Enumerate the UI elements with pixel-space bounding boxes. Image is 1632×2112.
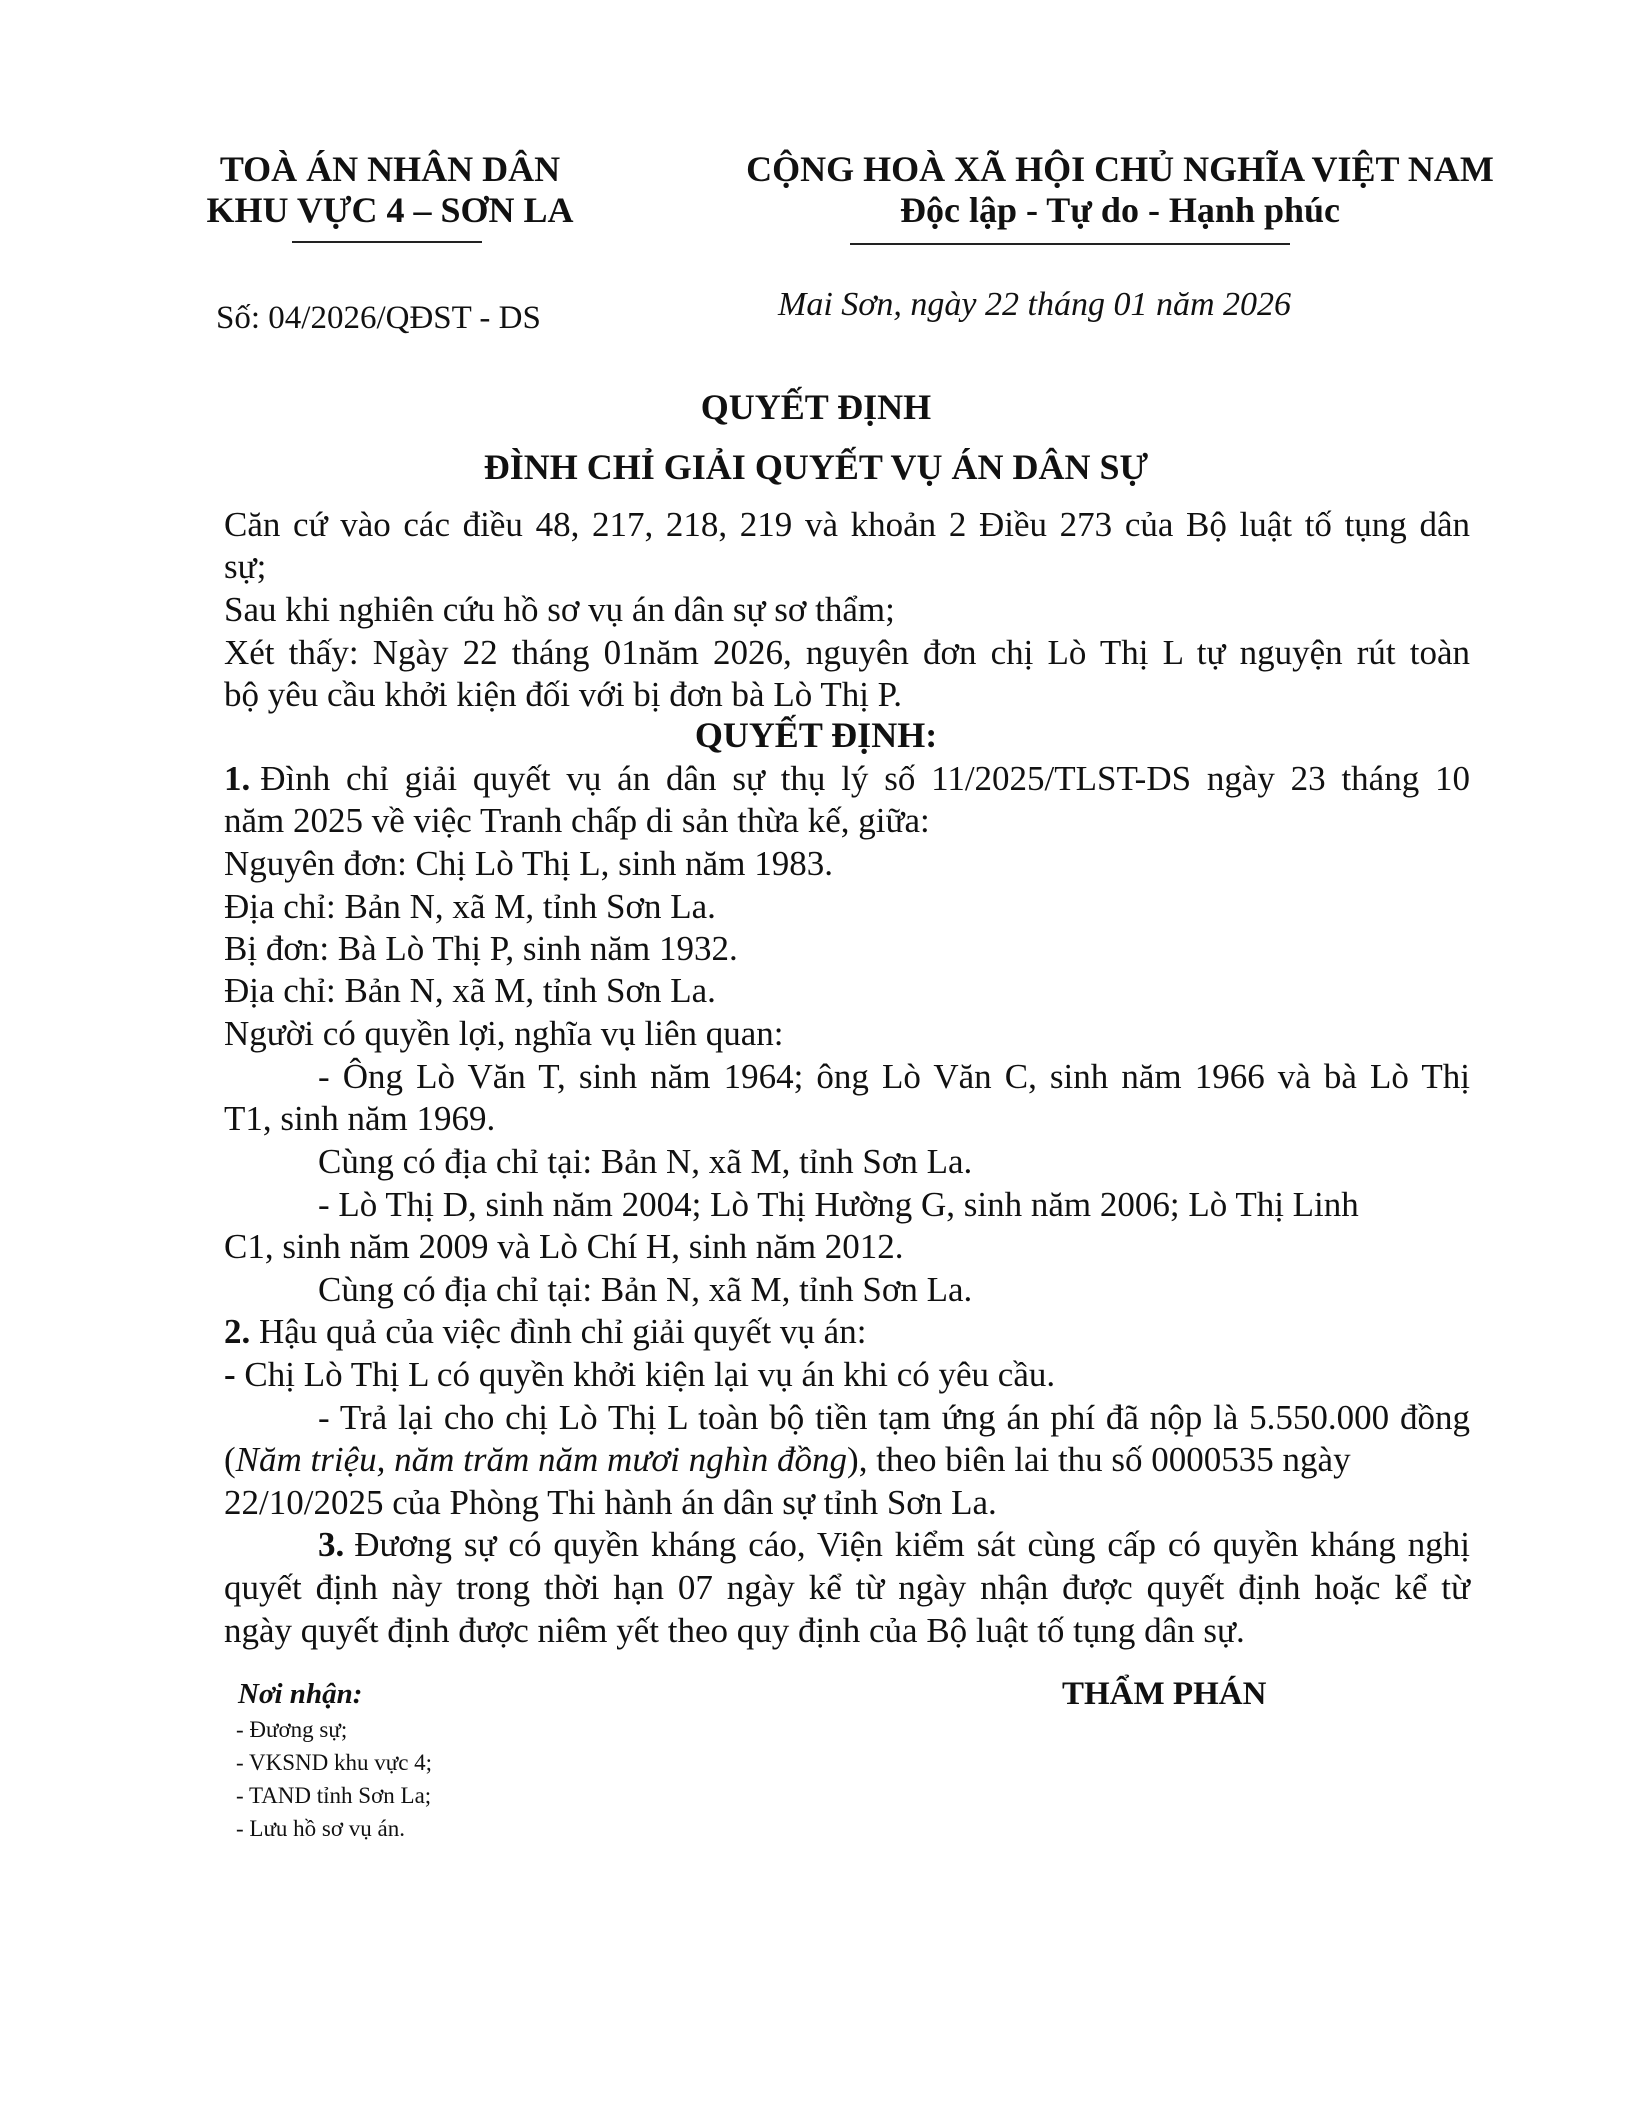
plaintiff-address: Địa chỉ: Bản N, xã M, tỉnh Sơn La. [224,887,716,926]
document-title: QUYẾT ĐỊNH [700,387,932,427]
nation-motto: Độc lập - Tự do - Hạnh phúc [899,190,1341,230]
related-group1-line2: T1, sinh năm 1969. [224,1099,496,1138]
document-subtitle: ĐÌNH CHỈ GIẢI QUYẾT VỤ ÁN DÂN SỰ [483,447,1149,487]
item1-line2: năm 2025 về việc Tranh chấp di sản thừa kế, giữa: [224,801,930,840]
item3-line2: quyết định này trong thời hạn 07 ngày kể từ ngày nhận được quyết định hoặc kể từ [224,1568,1470,1607]
item2-consequence1-text: Chị Lò Thị L có quyền khởi kiện lại vụ án khi có yêu cầu. [244,1355,1056,1394]
recipients-heading: Nơi nhận: [238,1678,363,1710]
court-underline [292,241,482,243]
related-parties-heading: Người có quyền lợi, nghĩa vụ liên quan: [224,1014,784,1053]
recipient-item: - Đương sự; [236,1717,348,1742]
amount-in-words: (Năm triệu, năm trăm năm mươi nghìn đồng), theo biên lai thu số 0000535 ngày [224,1440,1351,1479]
item2-consequence2-line2 [224,1439,1470,1481]
related-group1-line1: - Ông Lò Văn T, sinh năm 1964; ông Lò Văn C, sinh năm 1966 và bà Lò Thị [318,1057,1470,1096]
item3-text-a: Đương sự có quyền kháng cáo, Viện kiểm sát cùng cấp có quyền kháng nghị [354,1525,1470,1564]
decision-heading: QUYẾT ĐỊNH: [694,715,938,755]
item2-number: 2. [224,1312,251,1351]
item2-heading: Hậu quả của việc đình chỉ giải quyết vụ án: [259,1312,867,1351]
item3-line1 [318,1524,1470,1566]
item3-number: 3. [318,1525,345,1564]
item3-line3: ngày quyết định được niêm yết theo quy định của Bộ luật tố tụng dân sự. [224,1611,1245,1650]
consideration-line1: Xét thấy: Ngày 22 tháng 01năm 2026, nguyên đơn chị Lò Thị L tự nguyện rút toàn [224,633,1470,672]
recipient-item: - TAND tỉnh Sơn La; [236,1783,432,1808]
recipient-item: - Lưu hồ sơ vụ án. [236,1816,405,1841]
decision-number: Số: 04/2026/QĐST - DS [216,300,541,336]
motto-underline [850,243,1290,245]
related-group2-line1: - Lò Thị D, sinh năm 2004; Lò Thị Hường G, sinh năm 2006; Lò Thị Linh [318,1185,1359,1224]
related-group2-address: Cùng có địa chỉ tại: Bản N, xã M, tỉnh Sơn La. [318,1270,973,1309]
legal-basis-line2: sự; [224,547,267,586]
item1-line1 [224,758,1470,800]
recipient-item: - VKSND khu vực 4; [236,1750,433,1775]
nation-title: CỘNG HOÀ XÃ HỘI CHỦ NGHĨA VIỆT NAM [746,149,1494,189]
item2-line1 [224,1311,866,1353]
item1-number: 1. [224,759,251,798]
defendant: Bị đơn: Bà Lò Thị P, sinh năm 1932. [224,929,738,968]
review-statement: Sau khi nghiên cứu hồ sơ vụ án dân sự sơ thẩm; [224,590,895,629]
related-group2-line2: C1, sinh năm 2009 và Lò Chí H, sinh năm 2012. [224,1227,904,1266]
court-name-line1: TOÀ ÁN NHÂN DÂN [219,149,561,189]
defendant-address: Địa chỉ: Bản N, xã M, tỉnh Sơn La. [224,971,716,1010]
item1-text-a: Đình chỉ giải quyết vụ án dân sự thụ lý số 11/2025/TLST-DS ngày 23 tháng 10 [260,759,1470,798]
court-name-line2: KHU VỰC 4 – SƠN LA [206,190,574,230]
related-group1-address: Cùng có địa chỉ tại: Bản N, xã M, tỉnh Sơn La. [318,1142,973,1181]
legal-basis-line1: Căn cứ vào các điều 48, 217, 218, 219 và khoản 2 Điều 273 của Bộ luật tố tụng dân [224,505,1470,544]
item2-consequence2-line1: - Trả lại cho chị Lò Thị L toàn bộ tiền tạm ứng án phí đã nộp là 5.550.000 đồng [318,1398,1470,1437]
judge-title: THẨM PHÁN [1062,1676,1267,1712]
place-and-date: Mai Sơn, ngày 22 tháng 01 năm 2026 [778,286,1292,323]
plaintiff: Nguyên đơn: Chị Lò Thị L, sinh năm 1983. [224,844,833,883]
item2-consequence1 [224,1354,1055,1396]
item2-dash: - [224,1355,236,1394]
consideration-line2: bộ yêu cầu khởi kiện đối với bị đơn bà Lò Thị P. [224,675,903,714]
item2-consequence2-line3: 22/10/2025 của Phòng Thi hành án dân sự tỉnh Sơn La. [224,1483,997,1522]
